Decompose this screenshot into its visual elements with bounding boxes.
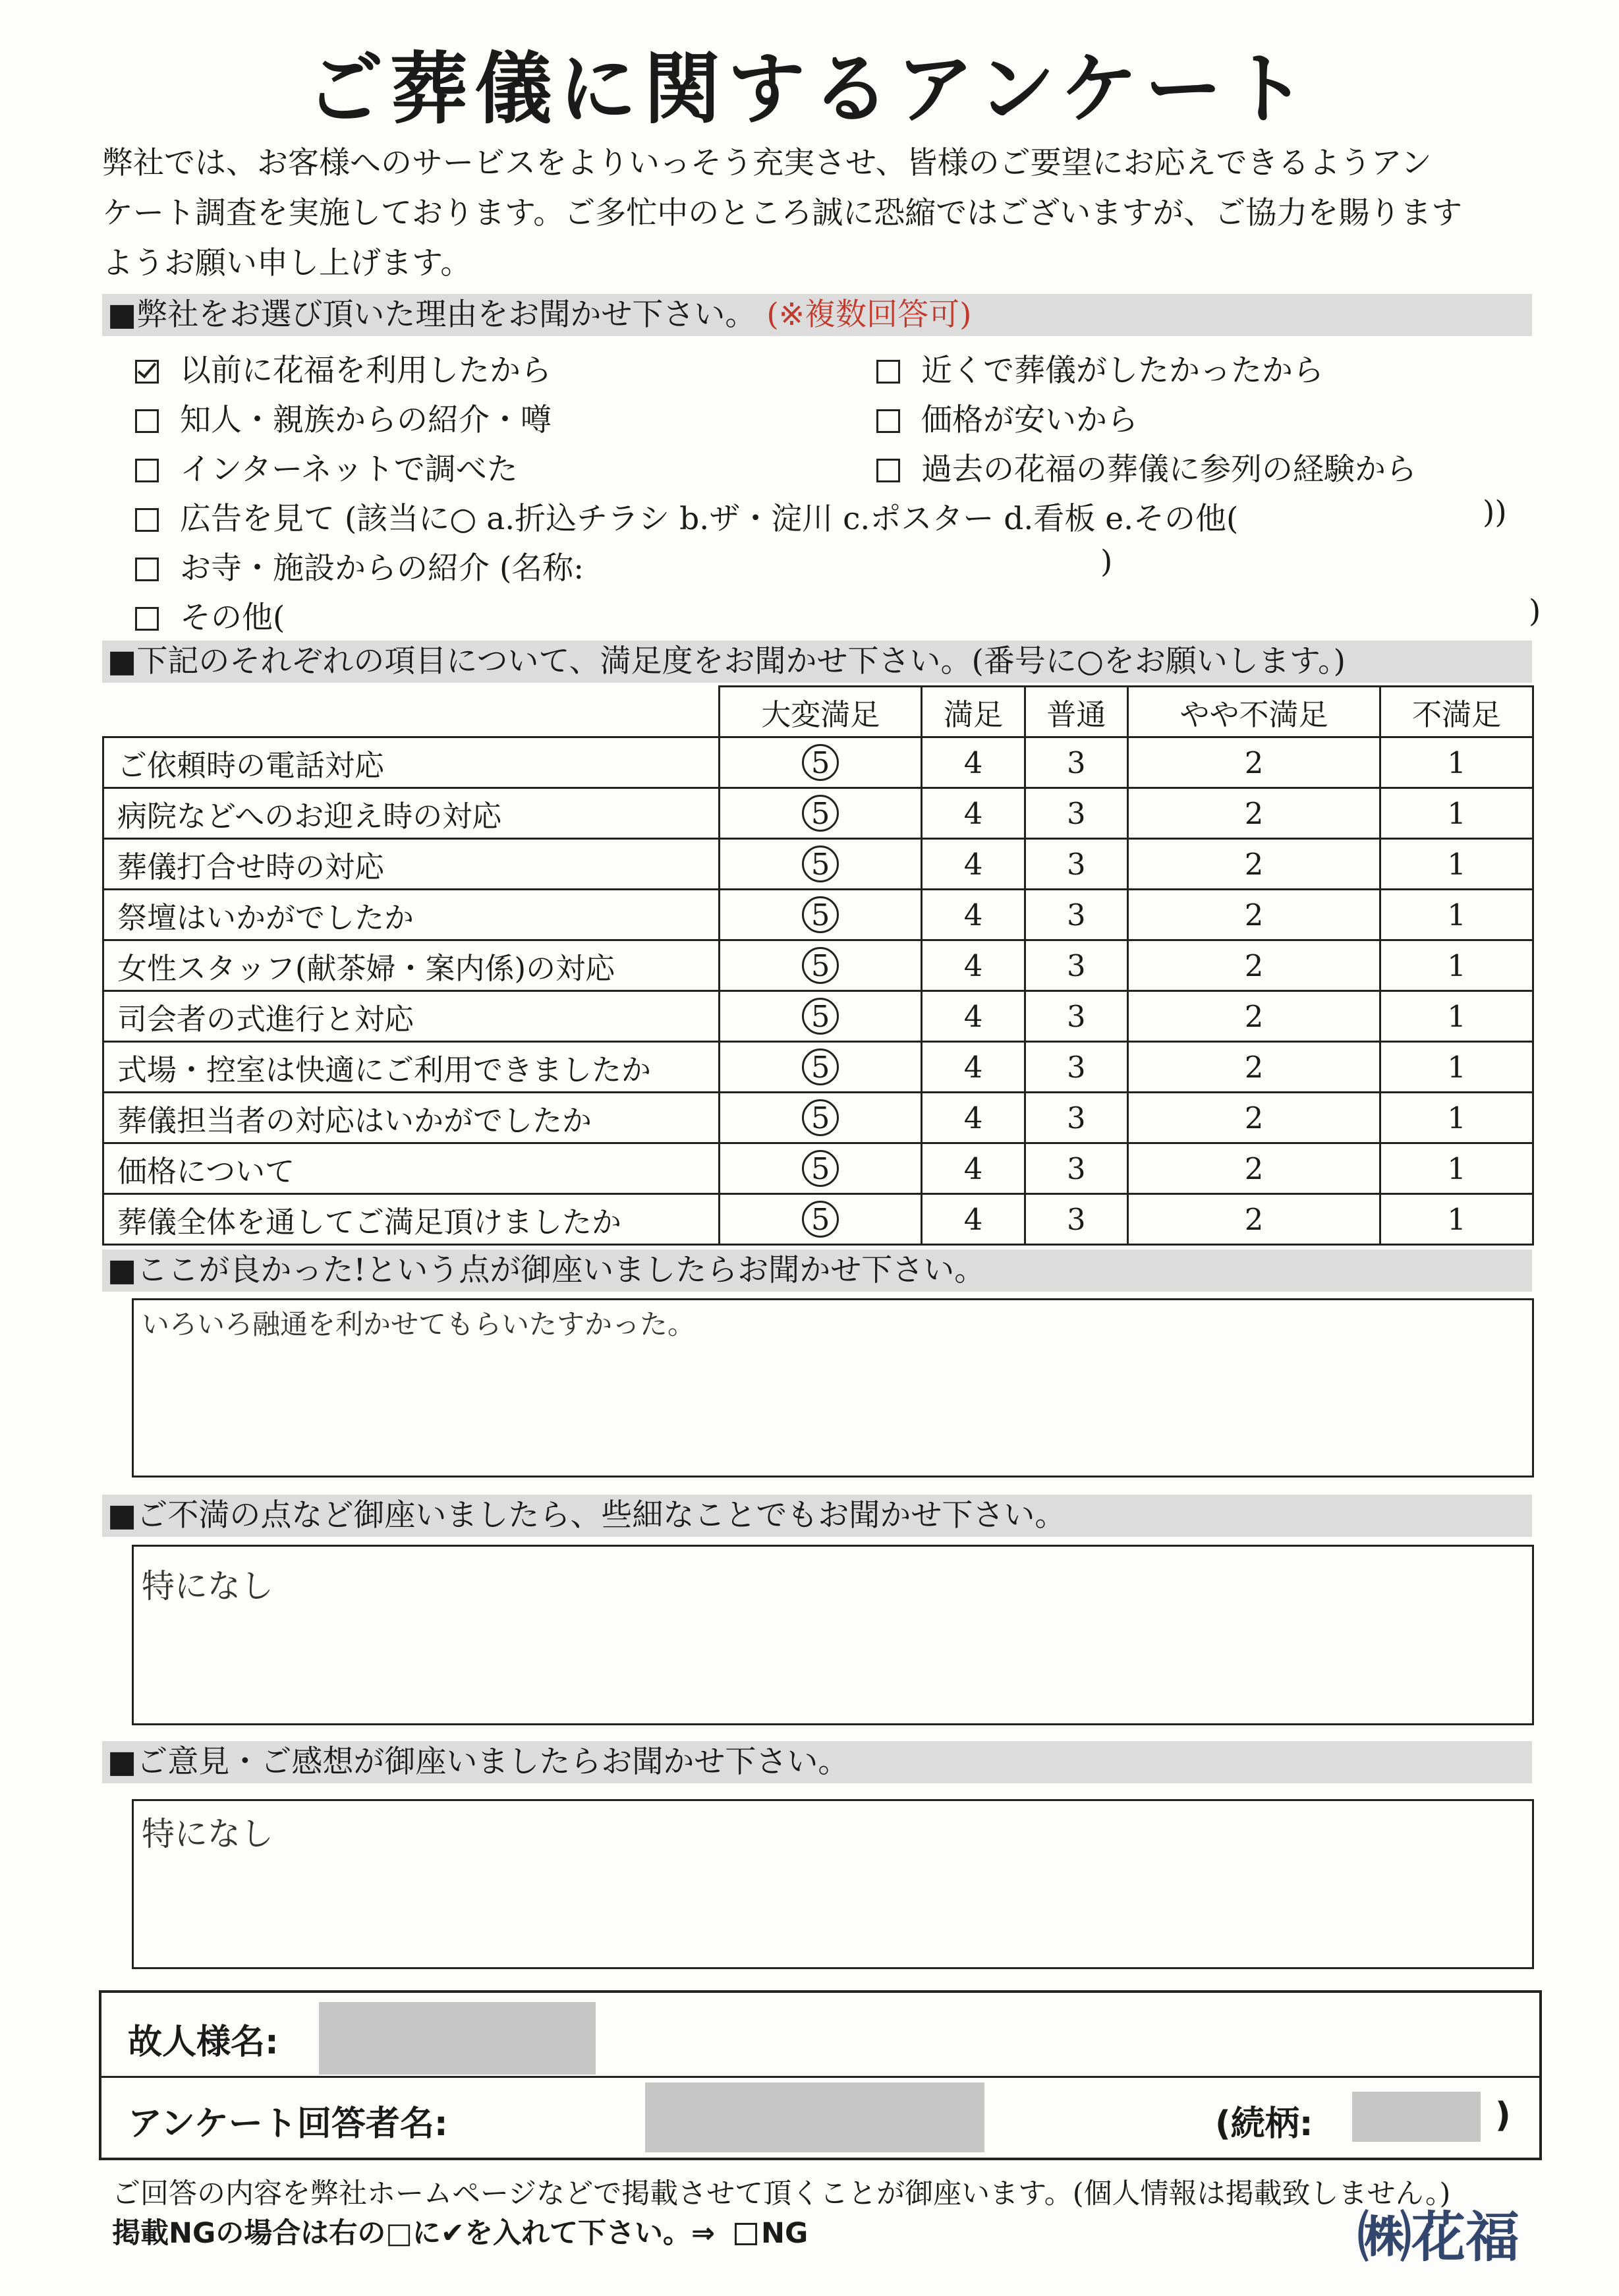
reason-section-header [102,294,1532,336]
reason-option[interactable]: 近くで葬儀がしたかったから [876,346,1324,390]
score-cell[interactable] [1380,890,1533,940]
score-cell[interactable] [1128,1042,1380,1093]
multiple-answer-note: (※複数回答可) [766,297,972,333]
checkbox[interactable] [876,409,900,433]
circled-score: 5 [802,846,839,882]
intro-line: ケート調査を実施しております。ご多忙中のところ誠に恐縮ではございますが、ご協力を賜ります [102,195,1463,231]
complaint-header: ■ご不満の点など御座いましたら、些細なことでもお聞かせ下さい。 [102,1495,1532,1537]
footer-ng-instruction: 掲載NGの場合は右の□に✔を入れて下さい。⇒ NG [112,2217,809,2250]
question-cell: 病院などへのお迎え時の対応 [103,788,720,839]
score-cell[interactable] [1128,1143,1380,1194]
score-value: 1 [1447,998,1466,1034]
circled-score: 5 [802,947,839,984]
score-value: 1 [1447,795,1466,831]
score-value: 3 [1067,998,1086,1034]
question-cell: 葬儀担当者の対応はいかがでしたか [103,1093,720,1143]
checkbox[interactable] [135,409,159,433]
complaint-answer-box[interactable] [132,1545,1534,1725]
score-value: 1 [1447,948,1466,983]
score-value: 4 [963,795,983,831]
score-value: 3 [1067,897,1086,933]
score-cell[interactable] [1380,839,1533,890]
score-value: 2 [1244,1201,1264,1237]
score-cell[interactable] [720,1143,922,1194]
score-value: 3 [1067,1151,1086,1186]
respondent-name-label: アンケート回答者名: [128,2104,448,2144]
reason-option-advertisement[interactable]: 広告を見て (該当に○ a.折込チラシ b.ザ・淀川 c.ポスター d.看板 e.その他( [135,494,1238,538]
score-value: 1 [1447,897,1466,933]
score-cell[interactable] [1025,788,1127,839]
checkbox[interactable] [135,459,159,482]
table-row [103,940,1533,991]
score-value: 4 [963,1201,983,1237]
score-value: 2 [1244,948,1264,983]
checkbox-checked[interactable] [135,360,159,384]
score-value: 1 [1447,745,1466,780]
score-cell[interactable] [922,1143,1025,1194]
score-cell[interactable] [1025,839,1127,890]
opinion-answer-box[interactable] [132,1799,1534,1969]
handwritten-answer: いろいろ融通を利かせてもらいたすかった。 [142,1308,696,1340]
score-cell[interactable] [720,839,922,890]
score-cell[interactable] [922,1194,1025,1245]
score-value: 3 [1067,1201,1086,1237]
score-value: 4 [963,745,983,780]
checkbox[interactable] [135,558,159,581]
score-value: 4 [963,1049,983,1085]
handwritten-answer: 特になし [142,1567,273,1605]
score-value: 1 [1447,1151,1466,1186]
ng-label: NG [760,2217,809,2250]
reason-option[interactable]: 以前に花福を利用したから [135,346,552,390]
score-cell[interactable] [1025,1042,1127,1093]
checkbox[interactable] [135,508,159,532]
score-cell[interactable] [1380,1042,1533,1093]
circled-score: 5 [802,795,839,832]
score-cell[interactable] [720,788,922,839]
score-cell[interactable] [922,737,1025,788]
score-value: 2 [1244,1100,1264,1135]
satisfaction-table [102,685,1534,1246]
question-cell: 女性スタッフ(献茶婦・案内係)の対応 [103,940,720,991]
score-value: 4 [963,1100,983,1135]
score-cell[interactable] [720,991,922,1042]
circled-score: 5 [802,1048,839,1085]
score-cell[interactable] [1128,1194,1380,1245]
score-value: 4 [963,846,983,882]
score-cell[interactable] [1025,890,1127,940]
circled-score: 5 [802,998,839,1035]
score-cell[interactable] [1025,1194,1127,1245]
table-row [103,788,1533,839]
table-header-row [103,687,1533,737]
relation-close: ) [1495,2096,1511,2135]
score-value: 2 [1244,998,1264,1034]
reason-option[interactable]: インターネットで調べた [135,445,518,489]
score-value: 2 [1244,1151,1264,1186]
circled-score: 5 [802,896,839,933]
score-value: 1 [1447,846,1466,882]
score-value: 1 [1447,1201,1466,1237]
table-row [103,991,1533,1042]
score-value: 3 [1067,948,1086,983]
score-value: 1 [1447,1100,1466,1135]
score-cell[interactable] [720,1042,922,1093]
score-cell[interactable] [1128,991,1380,1042]
column-header: 不満足 [1380,687,1533,737]
circled-score: 5 [802,1201,839,1238]
score-cell[interactable] [1380,788,1533,839]
question-cell: 価格について [103,1143,720,1194]
score-cell[interactable] [720,890,922,940]
ng-checkbox[interactable] [735,2223,757,2245]
relation-label: (続柄: [1215,2104,1313,2144]
score-value: 3 [1067,1100,1086,1135]
question-cell: 司会者の式進行と対応 [103,991,720,1042]
score-cell[interactable] [1128,788,1380,839]
score-value: 2 [1244,1049,1264,1085]
circled-score: 5 [802,1150,839,1187]
score-value: 4 [963,1151,983,1186]
checkbox[interactable] [876,459,900,482]
intro-line: ようお願い申し上げます。 [102,245,472,281]
reason-section-title: ■弊社をお選び頂いた理由をお聞かせ下さい。 [107,297,756,333]
score-value: 4 [963,998,983,1034]
score-cell[interactable] [1380,1143,1533,1194]
divider [101,2076,1539,2078]
redacted-relation [1352,2092,1481,2142]
score-cell[interactable] [1380,1194,1533,1245]
score-cell[interactable] [922,991,1025,1042]
score-cell[interactable] [1128,839,1380,890]
question-cell: ご依頼時の電話対応 [103,737,720,788]
intro-text [102,138,1539,289]
score-cell[interactable] [1380,1093,1533,1143]
table-row [103,1143,1533,1194]
redacted-respondent-name [645,2082,984,2152]
score-cell[interactable] [720,1093,922,1143]
score-cell[interactable] [922,1093,1025,1143]
score-cell[interactable] [1128,890,1380,940]
score-cell[interactable] [1128,1093,1380,1143]
score-cell[interactable] [1128,737,1380,788]
table-row [103,839,1533,890]
question-cell: 葬儀打合せ時の対応 [103,839,720,890]
circled-score: 5 [802,744,839,781]
score-cell[interactable] [922,940,1025,991]
checkbox[interactable] [876,360,900,384]
question-cell: 祭壇はいかがでしたか [103,890,720,940]
score-cell[interactable] [1380,991,1533,1042]
score-cell[interactable] [1380,940,1533,991]
column-header: やや不満足 [1128,687,1380,737]
good-points-answer-box[interactable] [132,1298,1534,1478]
score-cell[interactable] [922,788,1025,839]
table-row [103,1042,1533,1093]
table-row [103,1194,1533,1245]
score-value: 4 [963,948,983,983]
score-cell[interactable] [1025,940,1127,991]
score-value: 2 [1244,745,1264,780]
redacted-deceased-name [319,2002,596,2075]
satisfaction-rows [103,737,1533,1245]
reason-option[interactable]: 過去の花福の葬儀に参列の経験から [876,445,1417,489]
question-cell: 葬儀全体を通してご満足頂けましたか [103,1194,720,1245]
score-value: 3 [1067,795,1086,831]
score-value: 2 [1244,897,1264,933]
respondent-info-box [99,1990,1542,2160]
column-header: 満足 [922,687,1025,737]
reason-option[interactable]: 価格が安いから [876,395,1138,440]
table-row [103,890,1533,940]
page-title: ご葬儀に関するアンケート [306,43,1313,134]
intro-line: 弊社では、お客様へのサービスをよりいっそう充実させ、皆様のご要望にお応えできるようアン [102,145,1432,181]
score-cell[interactable] [922,890,1025,940]
score-value: 1 [1447,1049,1466,1085]
score-cell[interactable] [922,1042,1025,1093]
company-logo: ㈱花福 [1357,2206,1520,2269]
reason-option[interactable]: 知人・親族からの紹介・噂 [135,395,552,440]
circled-score: 5 [802,1099,839,1136]
opinion-header: ■ご意見・ご感想が御座いましたらお聞かせ下さい。 [102,1741,1532,1783]
column-header: 大変満足 [720,687,922,737]
question-cell: 式場・控室は快適にご利用できましたか [103,1042,720,1093]
deceased-name-label: 故人様名: [128,2023,279,2062]
blank-header-cell [103,687,720,737]
score-value: 3 [1067,846,1086,882]
handwritten-answer: 特になし [142,1815,273,1853]
score-cell[interactable] [1128,940,1380,991]
column-header: 普通 [1025,687,1127,737]
close-paren: ) [1100,544,1113,580]
score-cell[interactable] [922,839,1025,890]
score-value: 3 [1067,745,1086,780]
score-value: 2 [1244,846,1264,882]
reason-option-temple[interactable]: お寺・施設からの紹介 (名称: [135,544,584,588]
score-cell[interactable] [720,940,922,991]
checkbox[interactable] [135,607,159,631]
footer-note: ご回答の内容を弊社ホームページなどで掲載させて頂くことが御座います。(個人情報は掲載致しません。) [112,2177,1451,2210]
close-paren: ) [1529,593,1541,629]
reason-option-other[interactable]: その他( [135,593,285,637]
close-paren: )) [1483,494,1507,531]
score-cell[interactable] [720,737,922,788]
score-cell[interactable] [1380,737,1533,788]
table-row [103,737,1533,788]
score-value: 2 [1244,795,1264,831]
good-points-header: ■ここが良かった!という点が御座いましたらお聞かせ下さい。 [102,1249,1532,1292]
score-value: 4 [963,897,983,933]
table-row [103,1093,1533,1143]
score-cell[interactable] [720,1194,922,1245]
satisfaction-section-header: ■下記のそれぞれの項目について、満足度をお聞かせ下さい。(番号に○をお願いします。) [102,641,1532,683]
score-cell[interactable] [1025,1143,1127,1194]
score-cell[interactable] [1025,1093,1127,1143]
score-value: 3 [1067,1049,1086,1085]
score-cell[interactable] [1025,737,1127,788]
score-cell[interactable] [1025,991,1127,1042]
